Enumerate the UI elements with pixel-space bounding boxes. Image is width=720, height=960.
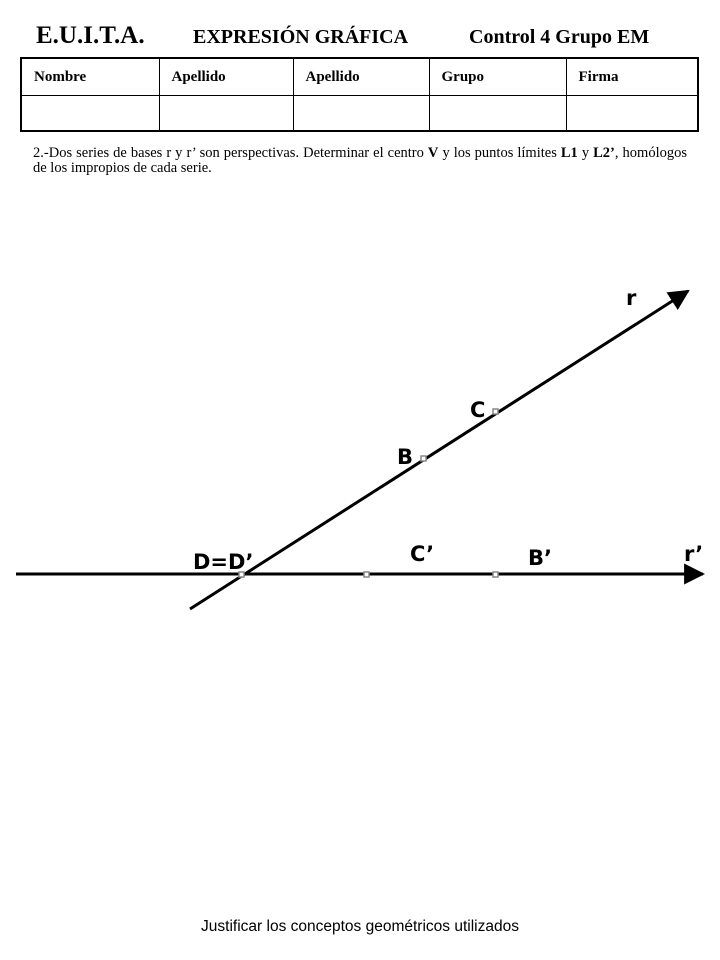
problem-text-3: y	[577, 145, 594, 161]
problem-text-2: y los puntos límites	[438, 145, 561, 161]
point-b	[421, 456, 426, 461]
label-b-prime: B’	[528, 546, 552, 570]
problem-text-4: , homólogos de los impropios de cada serie.	[33, 145, 687, 176]
column-grupo: Grupo	[429, 58, 566, 96]
label-b: B	[397, 445, 414, 469]
column-nombre: Nombre	[21, 58, 159, 96]
label-c-prime: C’	[410, 542, 435, 566]
label-c: C	[470, 398, 486, 422]
line-r	[190, 291, 688, 609]
problem-number: 2.-	[33, 145, 49, 161]
label-r-prime: r’	[684, 542, 704, 566]
column-apellido-2: Apellido	[293, 58, 429, 96]
center-v: V	[427, 145, 439, 161]
limit-point-l1: L1	[560, 145, 578, 161]
subject-title: EXPRESIÓN GRÁFICA	[193, 26, 409, 48]
column-firma: Firma	[566, 58, 698, 96]
column-apellido-1: Apellido	[159, 58, 293, 96]
point-b-prime	[493, 572, 498, 577]
problem-text-1: Dos series de bases r y r’ son perspectivas. Determinar el centro	[48, 145, 428, 161]
point-c	[493, 409, 498, 414]
school-name: E.U.I.T.A.	[36, 22, 145, 49]
limit-point-l2-prime: L2’	[593, 145, 615, 161]
control-title: Control 4 Grupo EM	[469, 26, 650, 48]
label-r: r	[626, 286, 637, 310]
point-c-prime	[364, 572, 369, 577]
label-d-d-prime: D=D’	[193, 550, 254, 574]
footer-note: Justificar los conceptos geométricos utilizados	[201, 918, 519, 935]
